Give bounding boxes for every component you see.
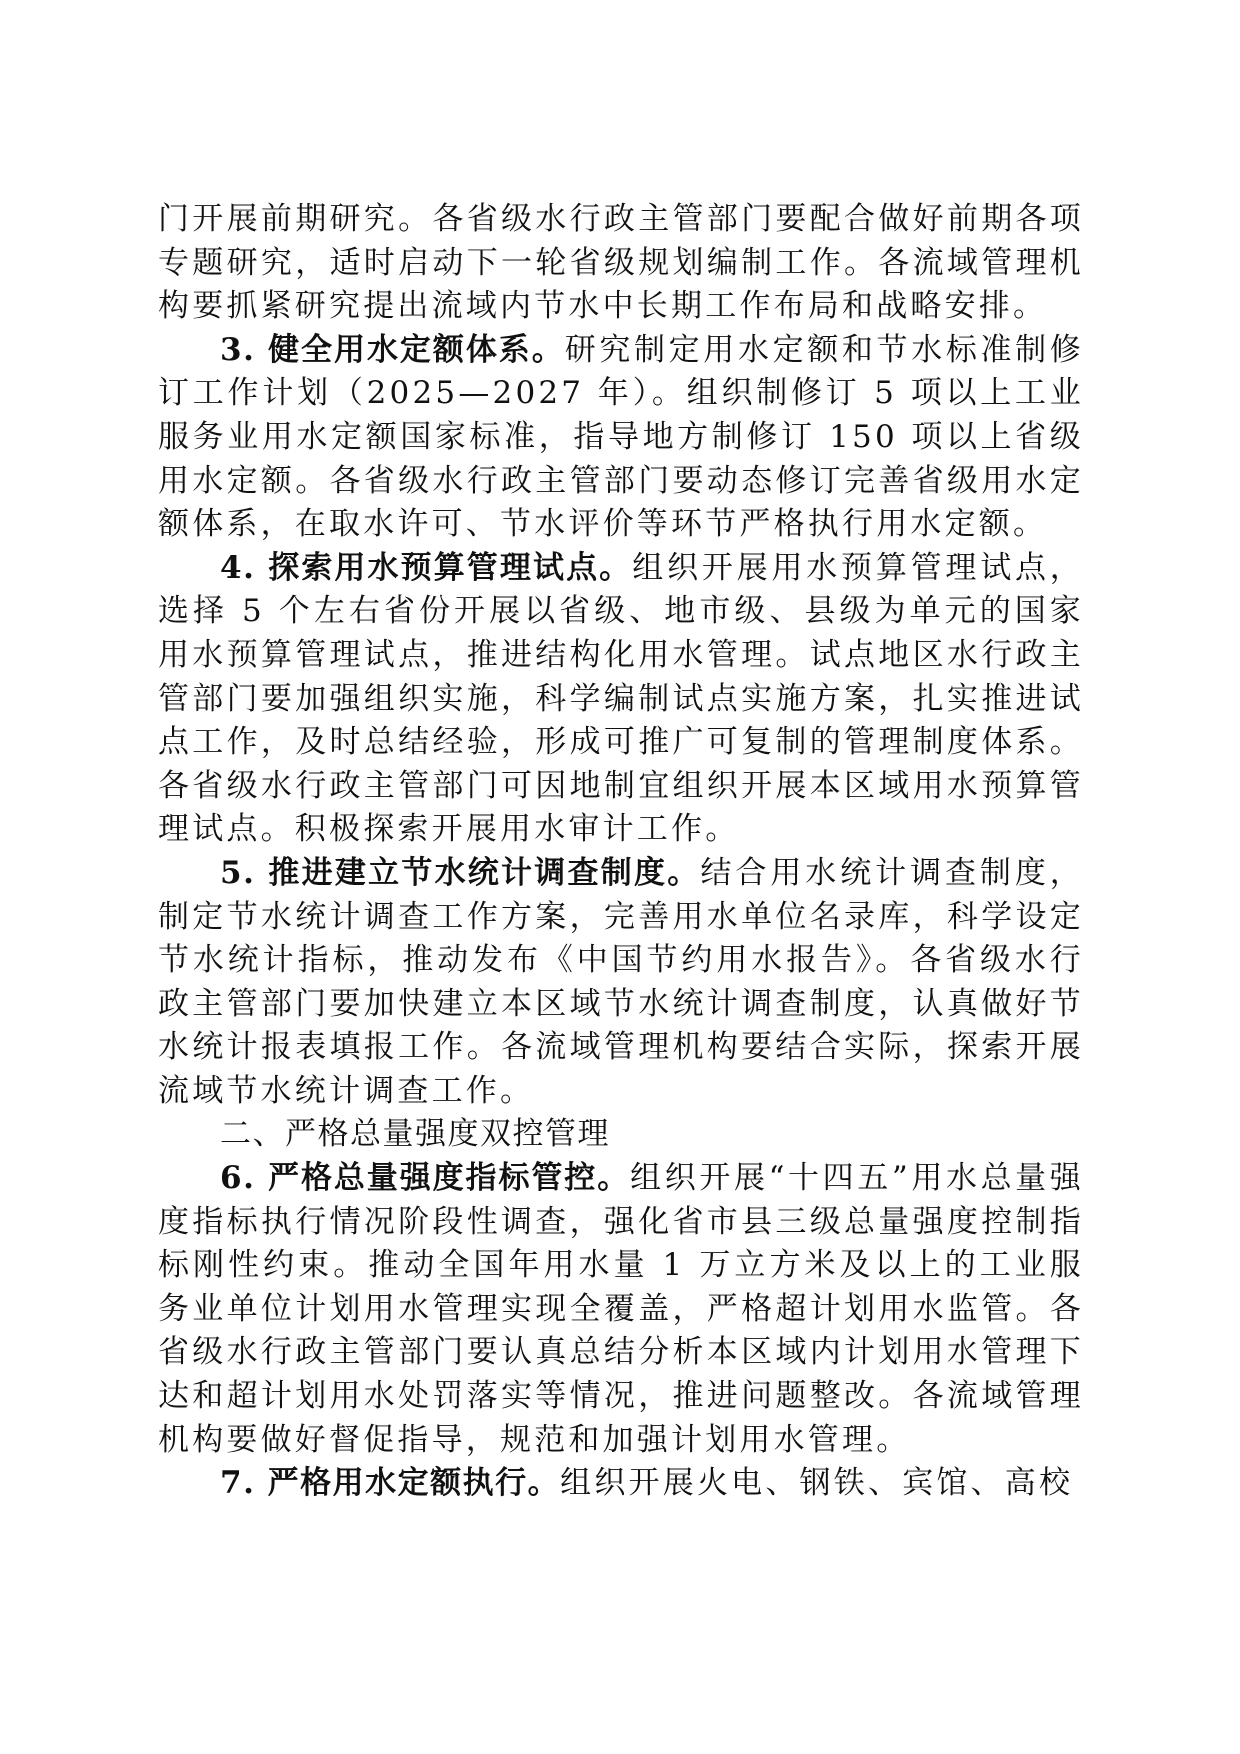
intro-text: 门开展前期研究。各省级水行政主管部门要配合做好前期各项专题研究，适时启动下一轮省级规划编制工作。各流域管理机构要抓紧研究提出流域内节水中长期工作布局和战略安排。 xyxy=(158,201,1084,325)
item-5-paragraph xyxy=(158,852,1084,1114)
item-6-paragraph xyxy=(158,1157,1084,1462)
item-3-text: 研究制定用水定额和节水标准制修订工作计划（2025—2027 年）。组织制修订 5 项以上工业服务业用水定额国家标准，指导地方制修订 150 项以上省级用水定额。各省级水行政主管部门要动态修订完善省级用水定额体系，在取水许可、节水评价等环节严格执行用水定额。 xyxy=(158,331,1085,543)
item-7-text: 组织开展火电、钢铁、宾馆、高校 xyxy=(560,1465,1074,1502)
item-5-lead: 5. 推进建立节水统计调查制度。 xyxy=(220,854,701,891)
item-4-paragraph xyxy=(158,547,1084,852)
intro-paragraph xyxy=(158,198,1084,329)
document-body xyxy=(158,198,1084,1506)
section-heading: 二、严格总量强度双控管理 xyxy=(220,1116,610,1153)
item-7-lead: 7. 严格用水定额执行。 xyxy=(220,1465,561,1502)
item-3-lead: 3. 健全用水定额体系。 xyxy=(220,331,565,368)
item-6-text: 组织开展“十四五”用水总量强度指标执行情况阶段性调查，强化省市县三级总量强度控制指标刚性约束。推动全国年用水量 1 万立方米及以上的工业服务业单位计划用水管理实现全覆盖，严格超计划用水监管。各省级水行政主管部门要认真总结分析本区域内计划用水管理下达和超计划用水处罚落实等情况，推进问题整改。各流域管理机构要做好督促指导，规范和加强计划用水管理。 xyxy=(158,1160,1084,1458)
item-5-text: 结合用水统计调查制度，制定节水统计调查工作方案，完善用水单位名录库，科学设定节水统计指标，推动发布《中国节约用水报告》。各省级水行政主管部门要加快建立本区域节水统计调查制度，认真做好节水统计报表填报工作。各流域管理机构要结合实际，探索开展流域节水统计调查工作。 xyxy=(158,854,1085,1109)
item-4-lead: 4. 探索用水预算管理试点。 xyxy=(220,549,633,586)
item-7-paragraph xyxy=(158,1462,1084,1506)
item-4-text: 组织开展用水预算管理试点，选择 5 个左右省份开展以省级、地市级、县级为单元的国家用水预算管理试点，推进结构化用水管理。试点地区水行政主管部门要加强组织实施，科学编制试点实施方案，扎实推进试点工作，及时总结经验，形成可推广可复制的管理制度体系。各省级水行政主管部门可因地制宜组织开展本区域用水预算管理试点。积极探索开展用水审计工作。 xyxy=(158,549,1084,848)
item-6-lead: 6. 严格总量强度指标管控。 xyxy=(220,1160,631,1197)
item-3-paragraph xyxy=(158,329,1084,547)
